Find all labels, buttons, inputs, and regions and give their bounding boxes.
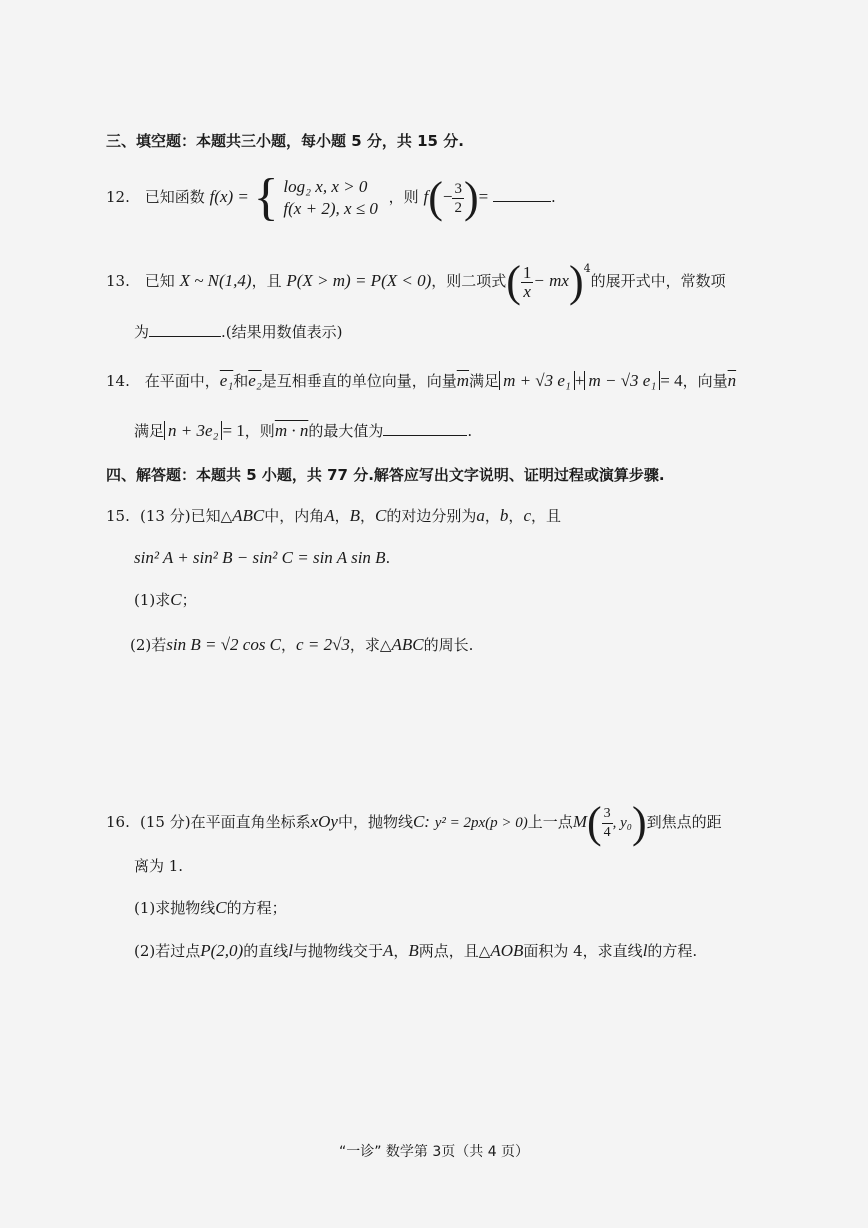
q12-case-2: f(x + 2), x ≤ 0 — [283, 199, 378, 218]
q13-line2-prefix: 为 — [134, 323, 150, 341]
q16-text-1: 在平面直角坐标系 — [190, 813, 311, 831]
q16-part2-B: B — [408, 941, 419, 960]
q16-xoy: xOy — [310, 812, 338, 831]
q16-frac-den: 4 — [603, 824, 611, 840]
right-paren-icon: ) — [568, 257, 584, 306]
q13-text-1: 已知 — [144, 272, 175, 290]
q16-curve: C: — [412, 812, 430, 831]
q13-tail: − mx — [533, 271, 569, 290]
q12-case-1: log₂ x, x > 0 — [283, 177, 368, 196]
q12-frac-num: 3 — [454, 180, 462, 197]
q15-comma: ， — [508, 507, 524, 525]
q12-minus: − — [442, 187, 453, 206]
answer-blank-13[interactable] — [149, 322, 221, 337]
q13-frac-den: x — [523, 281, 531, 301]
q14-text-1: 在平面中， — [144, 372, 220, 390]
q15-text-3: 的对边分别为 — [386, 507, 477, 525]
q14-line2-text-3: 的最大值为 — [308, 422, 384, 440]
q15-part1-prefix: (1)求 — [134, 591, 171, 609]
q15-part2-triangle: ABC — [391, 635, 424, 654]
q14-text-5: ，向量 — [682, 372, 728, 390]
q13-distribution: X ~ N(1,4) — [179, 271, 252, 290]
q16-y0: , y₀ — [612, 815, 633, 831]
left-paren-icon: ( — [428, 173, 443, 222]
q16-part2-text-2: 与抛物线交于 — [292, 942, 383, 960]
q16-line-2: 离为 1. — [134, 857, 184, 875]
q12-intro: 已知函数 — [144, 188, 205, 206]
q15-part2-suffix: 的周长. — [423, 636, 474, 654]
answer-blank-14[interactable] — [383, 421, 467, 436]
q15-condition — [134, 548, 390, 568]
q16-M: M — [572, 812, 587, 831]
left-paren-icon: ( — [586, 798, 602, 847]
q16-frac-num: 3 — [602, 805, 613, 824]
q16-part1-text: (1)求抛物线 — [134, 899, 216, 917]
q14-eq-4: = 4 — [660, 371, 683, 390]
q14-abs-1: m + √3 e₁ — [499, 371, 575, 390]
q15-part2-prefix: (2)若 — [130, 636, 167, 654]
q16-score: (15 分) — [140, 813, 191, 831]
q15-equation: sin² A + sin² B − sin² C = sin A sin B — [134, 548, 386, 567]
q13-text-3: ，则二项式 — [431, 272, 507, 290]
q14-end: . — [467, 422, 473, 440]
q12-f: f — [423, 187, 429, 206]
left-paren-icon: ( — [506, 257, 521, 306]
q14-m: $\overline{m}$ — [456, 371, 470, 390]
q13-fraction — [521, 264, 534, 301]
q14-line2-text-2: ，则 — [244, 422, 275, 440]
right-paren-icon: ) — [463, 173, 479, 222]
q15-eq-end: . — [385, 549, 391, 567]
q16-fraction — [602, 805, 613, 842]
q14-n: $\overline{n}$ — [727, 371, 737, 390]
q16-part-1 — [134, 898, 287, 918]
q16-text-2: 中，抛物线 — [337, 813, 413, 831]
q14-text-2: 和 — [233, 372, 249, 390]
q14-eq-1: = 1 — [222, 421, 245, 440]
q15-A: A — [324, 506, 335, 525]
q15-comma: ， — [484, 507, 500, 525]
q13-line2-suffix: .(结果用数值表示) — [221, 323, 343, 341]
q16-part2-suffix: 的方程. — [647, 942, 698, 960]
right-paren-icon: ) — [632, 798, 647, 847]
question-number: 13. — [106, 272, 130, 290]
q15-b: b — [499, 506, 509, 525]
q13-frac-num: 1 — [522, 262, 532, 282]
question-number: 16. — [106, 813, 130, 831]
q16-part1-suffix: 的方程； — [226, 899, 287, 917]
q13-text-4: 的展开式中，常数项 — [590, 272, 726, 290]
q16-part2-text-4: 面积为 4，求直线 — [523, 942, 643, 960]
q15-comma: ， — [334, 507, 350, 525]
q15-triangle: ABC — [232, 506, 265, 525]
q15-part1-var: C — [170, 590, 182, 609]
q15-part-2 — [130, 635, 473, 655]
left-brace-icon: { — [253, 169, 279, 226]
question-13-line-2 — [134, 322, 343, 342]
q15-c: c — [523, 506, 531, 525]
q15-score: (13 分) — [140, 507, 191, 525]
q16-part-2: (2)若过点P(2,0)的直线l与抛物线交于A，B两点，且△AOB面积为 4，求直线l的方程. — [134, 941, 698, 960]
section-3-heading: 三、填空题：本题共三小题，每小题 5 分，共 15 分. — [106, 132, 464, 150]
q14-e2: e₂ — [248, 371, 262, 390]
question-14 — [106, 370, 736, 392]
q15-text-1: 已知△ — [190, 507, 233, 525]
page-footer: “一诊” 数学第 3页（共 4 页） — [338, 1144, 530, 1160]
q12-end: . — [550, 188, 556, 206]
q12-piecewise — [283, 176, 377, 220]
q16-part2-point: P(2,0) — [200, 941, 244, 960]
q15-part1-suffix: ； — [181, 591, 197, 609]
q14-dot-product: m · n — [274, 421, 309, 440]
q16-part2-A: A — [382, 941, 394, 960]
q15-text-2: 中，内角 — [264, 507, 325, 525]
q16-text-4: 到焦点的距 — [646, 813, 722, 831]
q16-part2-text-1: 的直线 — [243, 942, 289, 960]
answer-blank-12[interactable] — [493, 187, 551, 202]
q16-text-3: 上一点 — [527, 813, 573, 831]
q16-part1-var: C — [215, 898, 227, 917]
question-16 — [106, 797, 722, 847]
q15-B: B — [349, 506, 361, 525]
question-13 — [106, 252, 726, 306]
q12-then: ，则 — [388, 188, 419, 206]
q13-power: 4 — [583, 262, 591, 275]
q15-a: a — [476, 506, 485, 525]
question-12 — [106, 169, 556, 226]
q13-probability: P(X > m) = P(X < 0) — [286, 271, 432, 290]
q14-e1: e₁ — [219, 371, 234, 390]
question-14-line-2 — [134, 420, 472, 442]
q15-C: C — [375, 506, 387, 525]
question-number: 15. — [106, 507, 130, 525]
q16-part2-text-3: 两点，且△ — [418, 942, 491, 960]
q13-text-2: ，且 — [251, 272, 282, 290]
q12-frac-den: 2 — [454, 199, 462, 216]
q14-abs-3: n + 3e₂ — [164, 421, 222, 440]
q16-part2-l: l — [288, 941, 293, 960]
q16-part2-prefix: (2)若过点 — [134, 942, 201, 960]
q14-text-3: 是互相垂直的单位向量，向量 — [261, 372, 457, 390]
q14-abs-2: m − √3 e₁ — [584, 371, 660, 390]
q16-part2-l2: l — [642, 941, 648, 960]
q16-equation: y² = 2px(p > 0) — [434, 815, 528, 831]
q15-part2-text: ，求△ — [349, 636, 392, 654]
q12-func-lhs: f(x) = — [209, 187, 249, 206]
question-number: 12. — [106, 188, 130, 206]
q15-part2-comma: ， — [281, 636, 297, 654]
q15-part2-eq-2: c = 2√3 — [296, 635, 350, 654]
q14-plus: + — [574, 371, 585, 390]
q16-part2-aob: AOB — [490, 941, 524, 960]
q15-part-1 — [134, 590, 197, 610]
q14-line2-text-1: 满足 — [134, 422, 165, 440]
question-number: 14. — [106, 372, 130, 390]
section-4-heading: 四、解答题：本题共 5 小题，共 77 分.解答应写出文字说明、证明过程或演算步骤. — [106, 466, 665, 484]
q14-text-4: 满足 — [469, 372, 500, 390]
q12-fraction — [452, 180, 464, 217]
q15-part2-eq-1: sin B = √2 cos C — [166, 635, 282, 654]
q15-text-4: ，且 — [530, 507, 561, 525]
question-15 — [106, 506, 561, 526]
q15-comma: ， — [360, 507, 376, 525]
q12-equals: = — [478, 187, 489, 206]
